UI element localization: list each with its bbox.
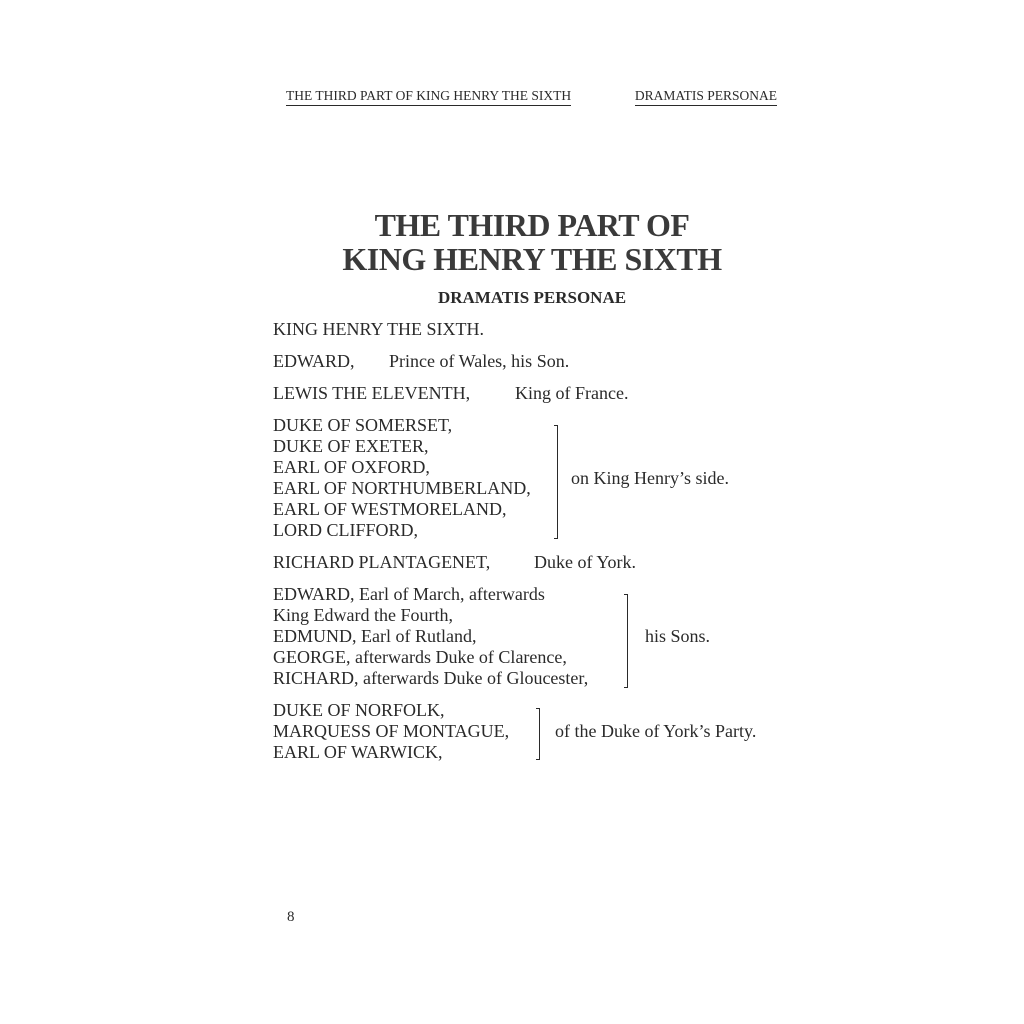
character-name: LORD CLIFFORD,	[273, 520, 419, 540]
brace-icon	[621, 594, 628, 688]
character-name: DUKE OF NORFOLK,	[273, 700, 445, 720]
character-name: EARL OF WESTMORELAND,	[273, 499, 507, 519]
character-entry	[273, 552, 490, 573]
group-note: on King Henry’s side.	[571, 468, 729, 488]
character-description: Prince of Wales, his Son.	[389, 351, 570, 371]
character-name: LEWIS THE ELEVENTH,	[273, 383, 471, 403]
character-name: RICHARD PLANTAGENET,	[273, 552, 491, 572]
page-title	[0, 208, 1024, 276]
group-note: his Sons.	[645, 626, 711, 646]
character-description: King of France.	[515, 383, 629, 403]
brace-icon	[533, 708, 540, 760]
character-name: MARQUESS OF MONTAGUE,	[273, 721, 510, 741]
character-entry	[273, 383, 470, 404]
page-title-line-1: THE THIRD PART OF	[374, 207, 690, 243]
character-name: GEORGE, afterwards Duke of Clarence,	[273, 647, 567, 667]
character-group-henry-side	[273, 415, 531, 541]
character-group-york-sons	[273, 584, 588, 689]
section-heading: DRAMATIS PERSONAE	[437, 288, 627, 307]
character-name: EARL OF NORTHUMBERLAND,	[273, 478, 531, 498]
character-name: EDWARD,	[273, 351, 355, 371]
page-title-line-2: KING HENRY THE SIXTH	[342, 241, 722, 277]
character-group-york-party	[273, 700, 509, 763]
character-entry	[273, 351, 355, 372]
page-number: 8	[287, 909, 295, 925]
character-entry	[273, 319, 484, 340]
character-name: RICHARD, afterwards Duke of Gloucester,	[273, 668, 589, 688]
brace-icon	[551, 425, 558, 539]
running-header-section: DRAMATIS PERSONAE	[635, 88, 777, 106]
character-name: DUKE OF EXETER,	[273, 436, 429, 456]
running-header-title: THE THIRD PART OF KING HENRY THE SIXTH	[286, 88, 571, 106]
running-header	[286, 88, 777, 108]
group-note: of the Duke of York’s Party.	[555, 721, 757, 741]
character-description: Duke of York.	[534, 552, 637, 572]
character-name: DUKE OF SOMERSET,	[273, 415, 453, 435]
character-name: King Edward the Fourth,	[273, 605, 453, 625]
character-name: EARL OF OXFORD,	[273, 457, 430, 477]
character-name: KING HENRY THE SIXTH.	[273, 319, 484, 339]
character-name: EDMUND, Earl of Rutland,	[273, 626, 477, 646]
character-name: EDWARD, Earl of March, afterwards	[273, 584, 545, 604]
character-name: EARL OF WARWICK,	[273, 742, 443, 762]
